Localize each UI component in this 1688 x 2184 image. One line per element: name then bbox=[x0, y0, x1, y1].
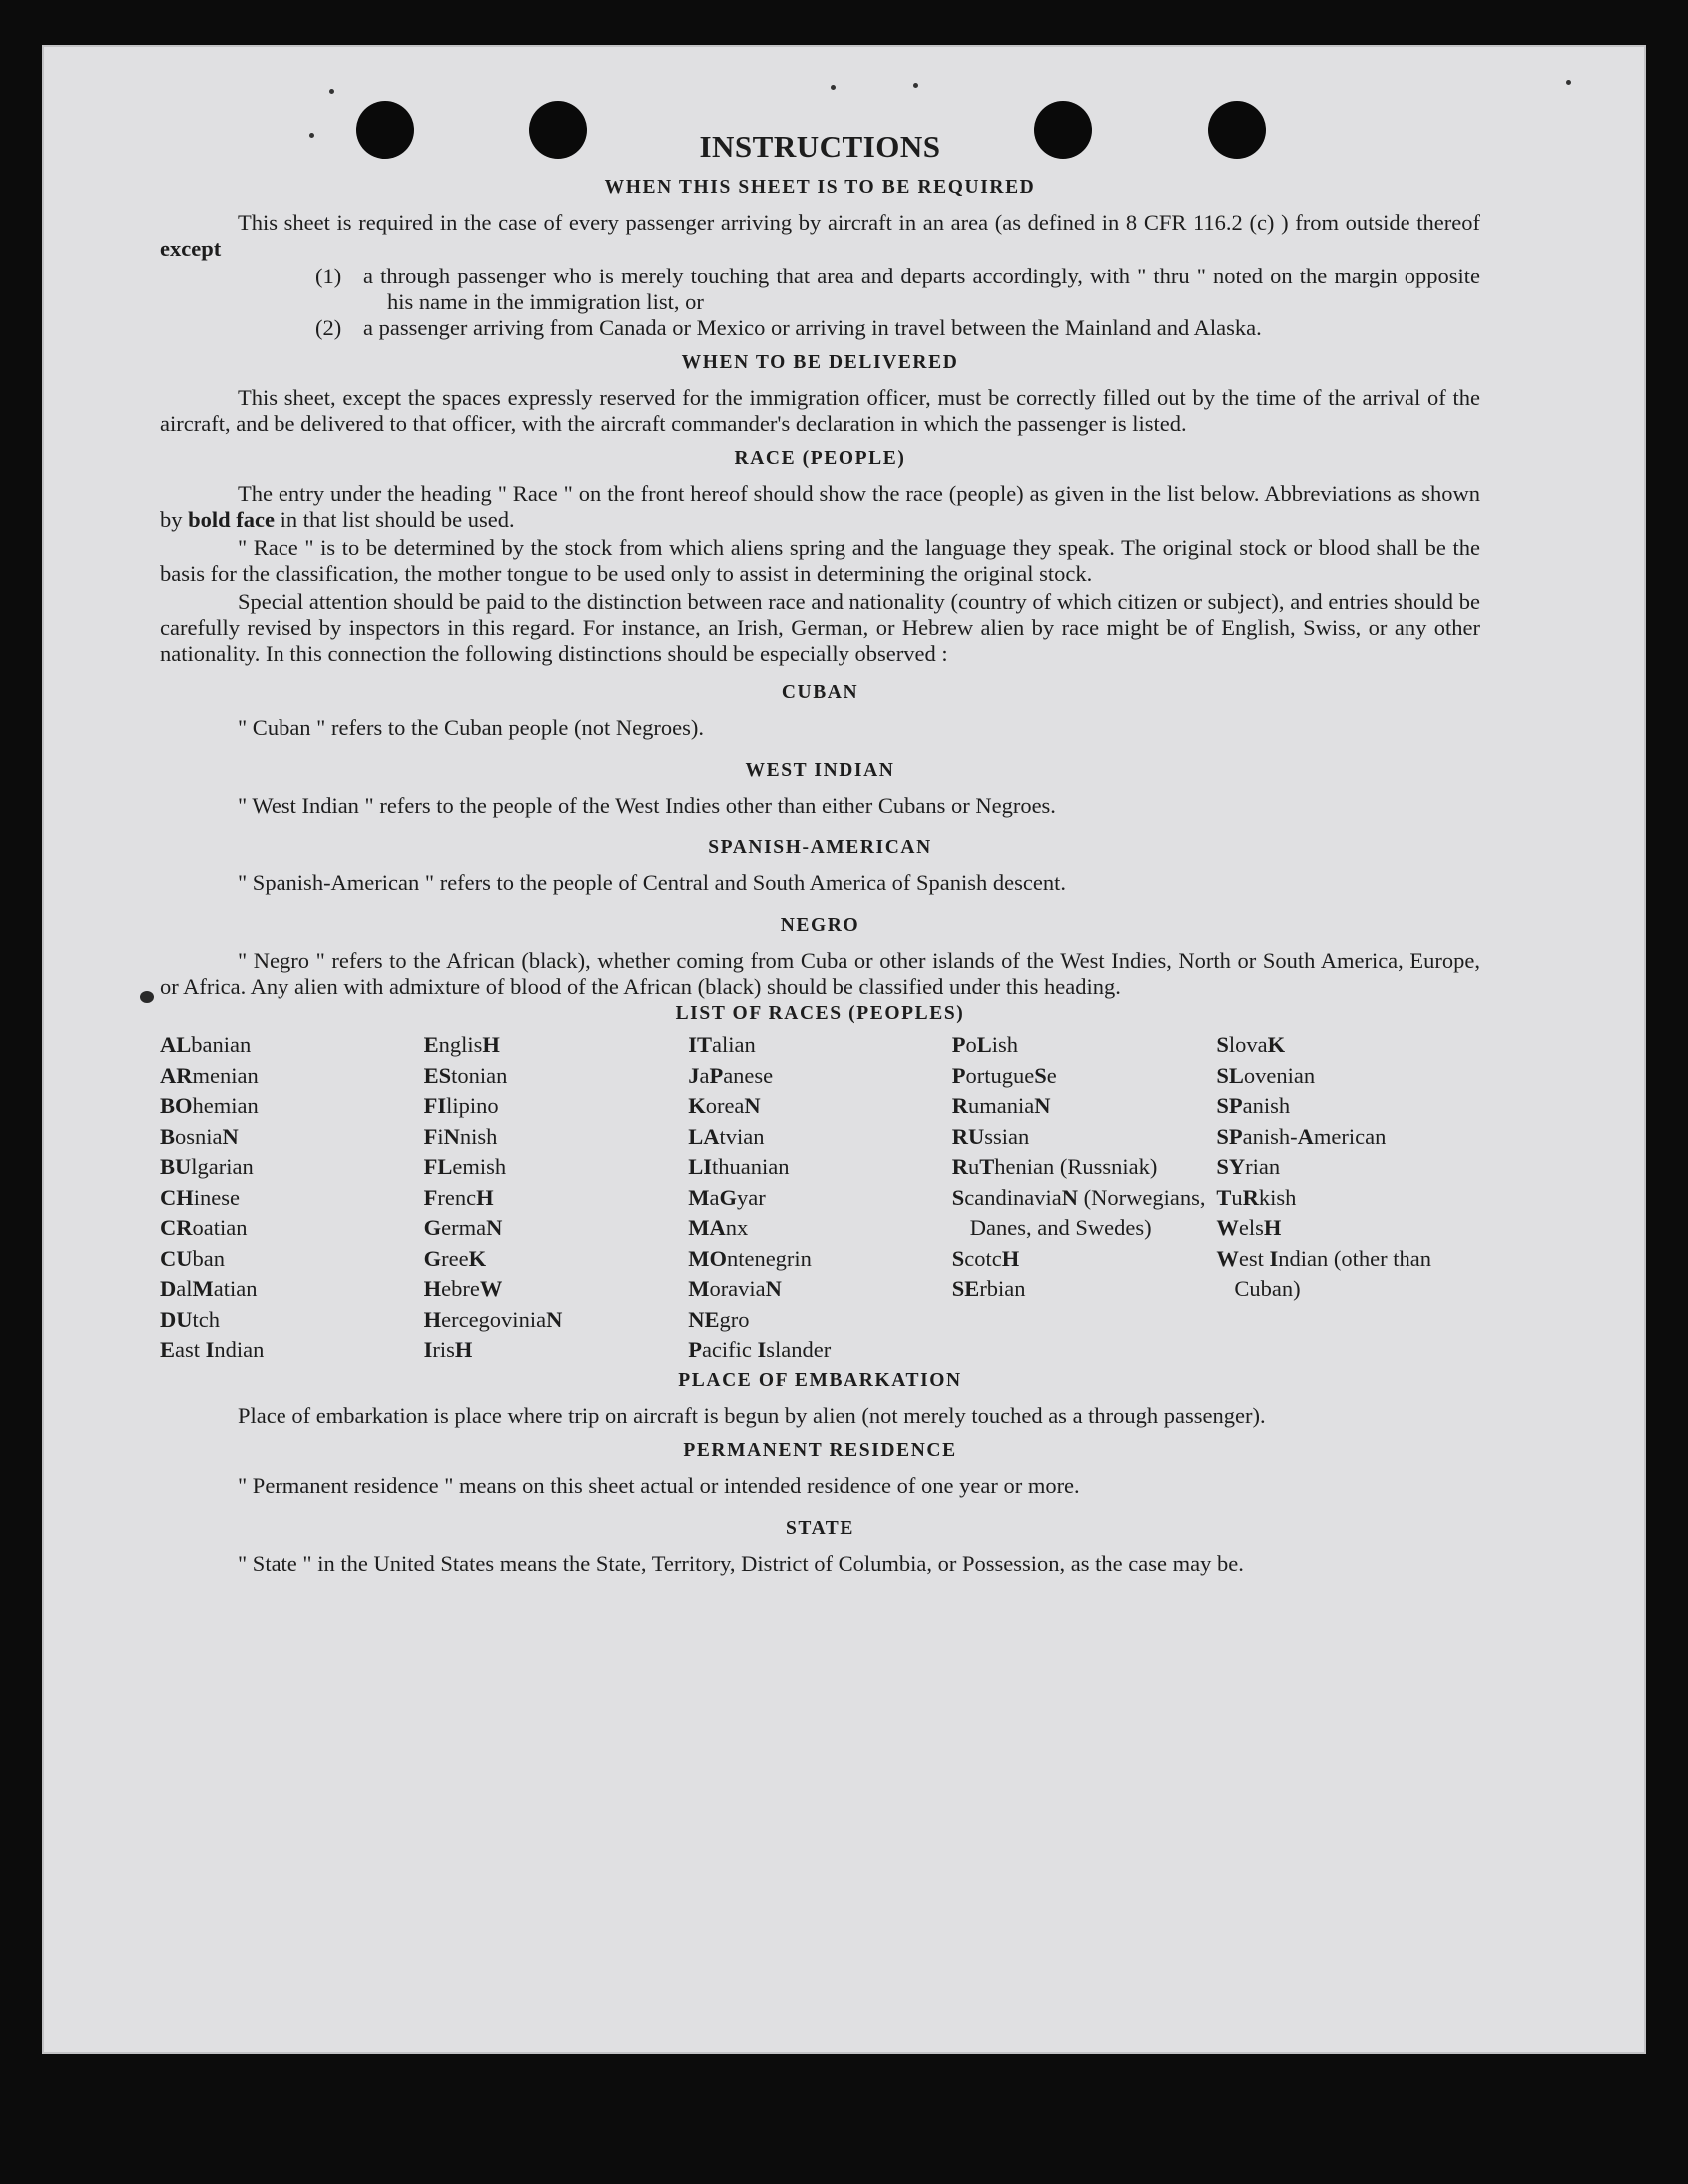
race-entry: GermaN bbox=[423, 1215, 503, 1240]
race-entry: BOhemian bbox=[160, 1093, 259, 1118]
race-entry: CHinese bbox=[160, 1184, 240, 1210]
race-entry: SPanish bbox=[1216, 1093, 1291, 1118]
race-entry: CUban bbox=[160, 1245, 225, 1271]
ink-blot bbox=[140, 991, 154, 1003]
exception-number: (2) bbox=[315, 315, 342, 340]
race-paragraph-2: " Race " is to be determined by the stock from which aliens spring and the language they speak. The original stock or blood shall be the basis for the classification, the mother tongue to be used only to assist in determining the original stock. bbox=[160, 535, 1480, 586]
race-entry: West Indian (other than Cuban) bbox=[1216, 1245, 1431, 1301]
cuban-text: " Cuban " refers to the Cuban people (not Negroes). bbox=[238, 715, 704, 740]
race-entry: GreeK bbox=[423, 1245, 487, 1271]
race-entry: SErbian bbox=[951, 1276, 1026, 1301]
races-column bbox=[160, 1030, 424, 1365]
race-entry: FrencH bbox=[423, 1184, 494, 1210]
exception-text: a passenger arriving from Canada or Mexico or arriving in travel between the Mainland and Alaska. bbox=[363, 315, 1262, 340]
exception-item bbox=[160, 315, 1480, 341]
race-entry: ScandinaviaN (Norwegians, Danes, and Swedes) bbox=[951, 1184, 1206, 1240]
race-entry: Pacific Islander bbox=[688, 1337, 832, 1362]
race-entry: TuRkish bbox=[1216, 1184, 1297, 1210]
race-entry: MOntenegrin bbox=[688, 1245, 812, 1271]
race-entry: East Indian bbox=[160, 1337, 265, 1362]
heading-cuban: CUBAN bbox=[781, 682, 859, 703]
race-paragraph-1: The entry under the heading " Race " on the front hereof should show the race (people) as given in the list below. Abbreviations as shown by bold face in that list should be used. bbox=[160, 481, 1480, 532]
races-column bbox=[952, 1030, 1217, 1365]
race-entry: PoLish bbox=[951, 1032, 1019, 1057]
heading-west-indian: WEST INDIAN bbox=[745, 760, 895, 781]
race-entry: EnglisH bbox=[423, 1032, 500, 1057]
spanish-american-text: " Spanish-American " refers to the people of Central and South America of Spanish descent. bbox=[238, 870, 1067, 895]
race-entry: IrisH bbox=[423, 1337, 473, 1362]
heading-list-of-races: LIST OF RACES (PEOPLES) bbox=[675, 1003, 965, 1024]
heading-state: STATE bbox=[785, 1517, 855, 1539]
heading-negro: NEGRO bbox=[780, 915, 860, 936]
races-column bbox=[688, 1030, 952, 1365]
heading-embarkation: PLACE OF EMBARKATION bbox=[678, 1369, 962, 1391]
embarkation-text: Place of embarkation is place where trip on aircraft is begun by alien (not merely touched as a through passenger). bbox=[238, 1402, 1266, 1428]
race-entry: FIlipino bbox=[423, 1093, 499, 1118]
race-entry: HebreW bbox=[423, 1276, 503, 1301]
race-entry: SlovaK bbox=[1216, 1032, 1286, 1057]
race-entry: RuThenian (Russniak) bbox=[951, 1154, 1158, 1179]
heading-permanent-residence: PERMANENT RESIDENCE bbox=[683, 1439, 957, 1461]
speck bbox=[831, 85, 836, 90]
west-indian-text: " West Indian " refers to the people of the West Indies other than either Cubans or Negroes. bbox=[238, 793, 1056, 818]
exception-item bbox=[160, 264, 1480, 315]
races-column bbox=[424, 1030, 689, 1365]
race-entry: CRoatian bbox=[160, 1215, 248, 1240]
speck bbox=[329, 89, 334, 94]
permanent-residence-text: " Permanent residence " means on this sheet actual or intended residence of one year or more. bbox=[238, 1472, 1080, 1498]
heading-when-delivered: WHEN TO BE DELIVERED bbox=[681, 352, 959, 373]
race-entry: MaGyar bbox=[688, 1184, 766, 1210]
heading-race: RACE (PEOPLE) bbox=[734, 448, 906, 469]
race-entry: MoraviaN bbox=[688, 1276, 782, 1301]
race-entry: SPanish-American bbox=[1216, 1123, 1387, 1149]
when-required-intro: This sheet is required in the case of every passenger arriving by aircraft in an area (as defined in 8 CFR 116.2 (c) ) from outside thereof except bbox=[160, 210, 1480, 261]
race-entry: FLemish bbox=[423, 1154, 507, 1179]
race-entry: ScotcH bbox=[951, 1245, 1020, 1271]
race-entry: LIthuanian bbox=[688, 1154, 790, 1179]
exception-text: a through passenger who is merely touching that area and departs accordingly, with " thru " noted on the margin opposite his name in the immigration list, or bbox=[363, 264, 1480, 314]
exception-number: (1) bbox=[315, 264, 342, 288]
speck bbox=[913, 83, 918, 88]
heading-when-required: WHEN THIS SHEET IS TO BE REQUIRED bbox=[604, 177, 1036, 198]
race-entry: BUlgarian bbox=[160, 1154, 254, 1179]
speck bbox=[1566, 80, 1571, 85]
race-entry: HercegoviniaN bbox=[423, 1306, 563, 1332]
race-entry: RUssian bbox=[951, 1123, 1030, 1149]
race-entry: JaPanese bbox=[688, 1062, 774, 1088]
race-entry: KoreaN bbox=[688, 1093, 761, 1118]
race-entry: FiNnish bbox=[423, 1123, 498, 1149]
race-entry: SYrian bbox=[1216, 1154, 1281, 1179]
race-entry: SLovenian bbox=[1216, 1062, 1316, 1088]
race-entry: LAtvian bbox=[688, 1123, 765, 1149]
race-entry: MAnx bbox=[688, 1215, 749, 1240]
instructions-content bbox=[160, 130, 1480, 1579]
race-entry: DUtch bbox=[160, 1306, 220, 1332]
race-entry: BosniaN bbox=[160, 1123, 239, 1149]
when-delivered-text: This sheet, except the spaces expressly reserved for the immigration officer, must be correctly filled out by the time of the arrival of the aircraft, and be delivered to that officer, with the aircraft commander's declaration in which the passenger is listed. bbox=[160, 385, 1480, 436]
state-text: " State " in the United States means the State, Territory, District of Columbia, or Possession, as the case may be. bbox=[238, 1550, 1244, 1576]
races-list bbox=[160, 1030, 1480, 1365]
race-entry: PortugueSe bbox=[951, 1062, 1057, 1088]
heading-spanish-american: SPANISH-AMERICAN bbox=[708, 837, 932, 858]
race-entry: DalMatian bbox=[160, 1276, 258, 1301]
race-entry: NEgro bbox=[688, 1306, 750, 1332]
race-entry: ARmenian bbox=[160, 1062, 259, 1088]
page-title: INSTRUCTIONS bbox=[699, 129, 941, 164]
race-entry: WelsH bbox=[1216, 1215, 1282, 1240]
race-entry: RumaniaN bbox=[951, 1093, 1051, 1118]
race-paragraph-3: Special attention should be paid to the distinction between race and nationality (country of which citizen or subject), and entries should be carefully revised by inspectors in this regard. For instance, an Irish, German, or Hebrew alien by race might be of English, Swiss, or any other nationality. In this connection the following distinctions should be especially observed : bbox=[160, 589, 1480, 666]
negro-text: " Negro " refers to the African (black), whether coming from Cuba or other islands of the West Indies, North or South America, Europe, or Africa. Any alien with admixture of blood of the African (black) should be classified under this heading. bbox=[160, 948, 1480, 999]
race-entry: EStonian bbox=[423, 1062, 508, 1088]
races-column bbox=[1216, 1030, 1480, 1365]
race-entry: ALbanian bbox=[160, 1032, 252, 1057]
race-entry: ITalian bbox=[688, 1032, 756, 1057]
